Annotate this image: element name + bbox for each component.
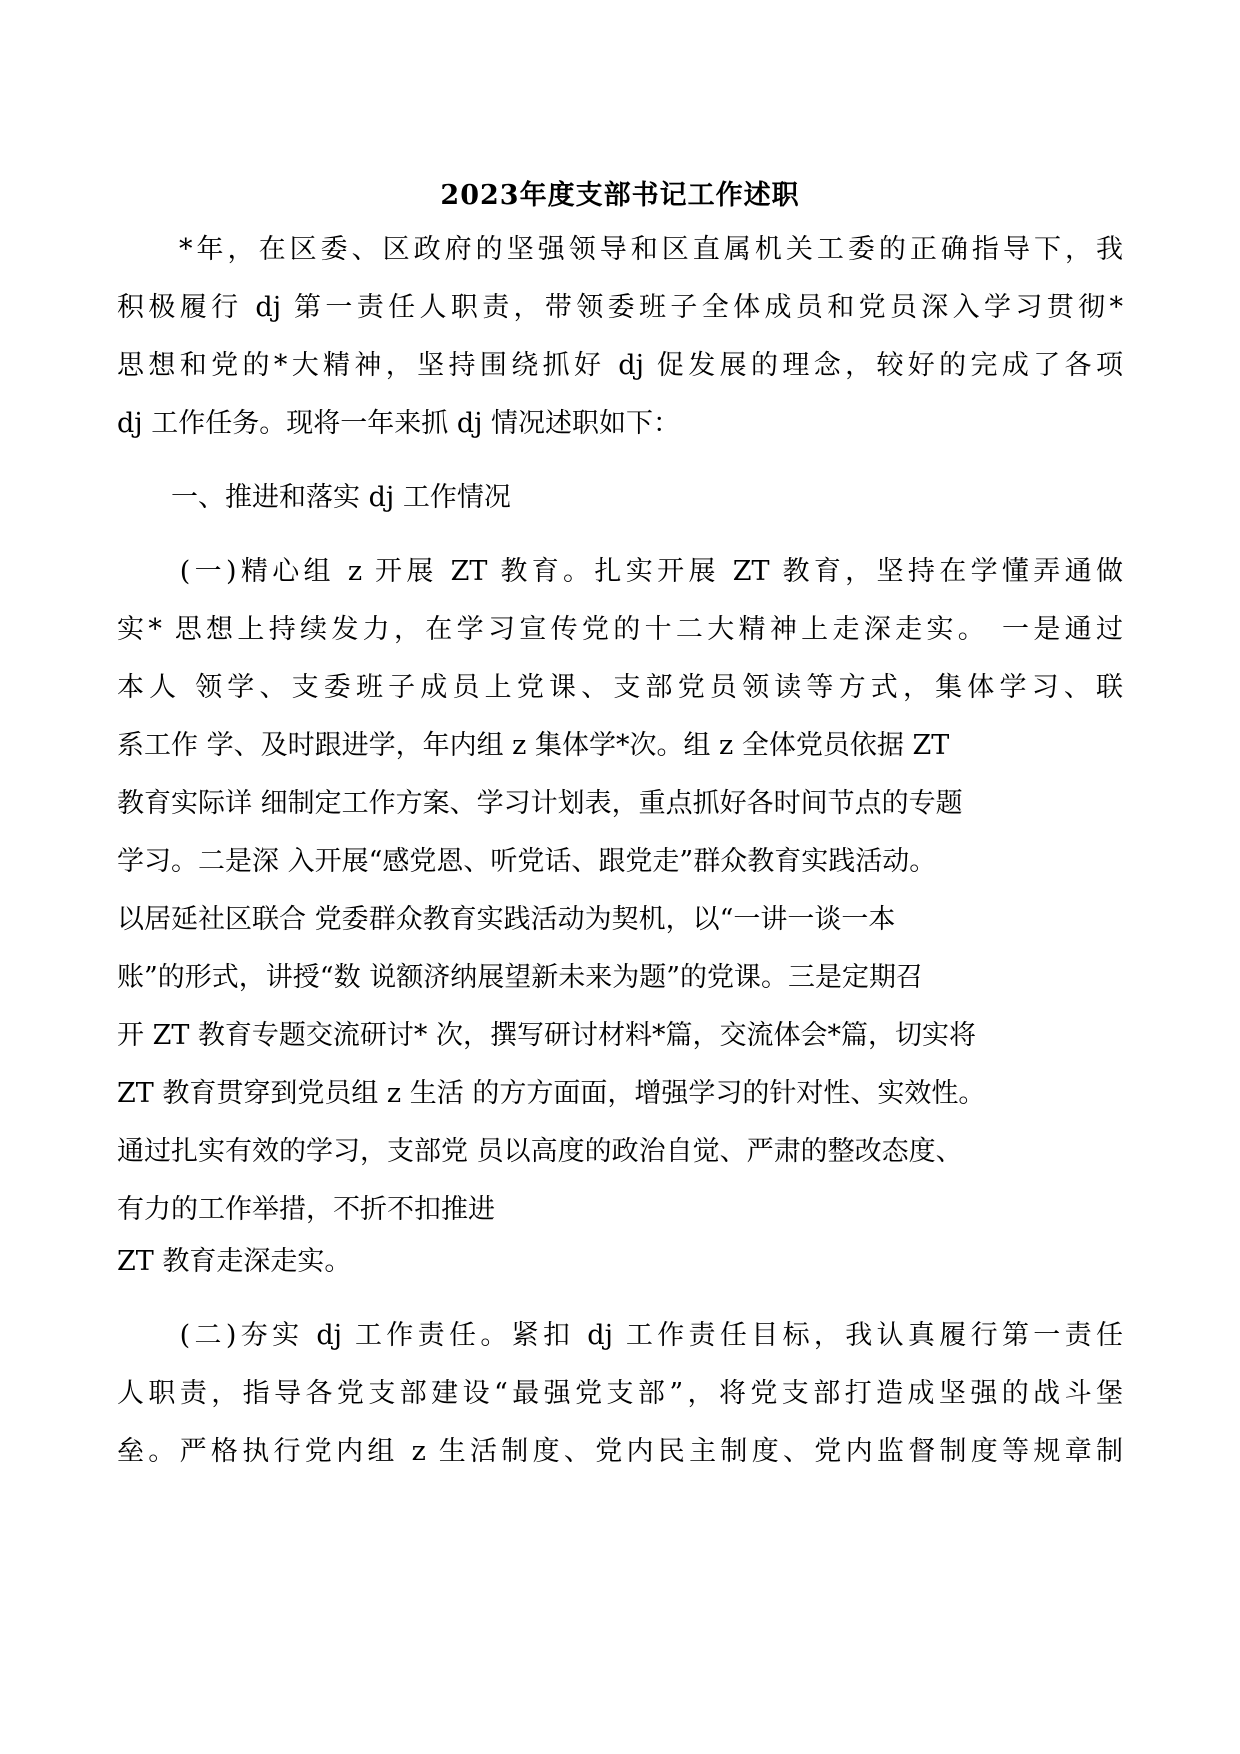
paragraph-line: 本人 领学、支委班子成员上党课、支部党员领读等方式，集体学习、联 [117,672,1123,703]
section-heading: 一、推进和落实 dj 工作情况 [117,482,511,513]
paragraph-line: 学习。二是深 入开展“感党恩、听党话、跟党走”群众教育实践活动。 [117,846,937,877]
paragraph-line: 账”的形式，讲授“数 说额济纳展望新未来为题”的党课。三是定期召 [117,962,923,993]
paragraph-line: ZT 教育走深走实。 [117,1246,352,1277]
paragraph-line: (一)精心组 z 开展 ZT 教育。扎实开展 ZT 教育，坚持在学懂弄通做 [117,556,1123,587]
paragraph-line: 系工作 学、及时跟进学，年内组 z 集体学*次。组 z 全体党员依据 ZT [117,730,950,761]
paragraph-line: 人职责，指导各党支部建设“最强党支部”，将党支部打造成坚强的战斗堡 [117,1378,1123,1409]
paragraph-line: (二)夯实 dj 工作责任。紧扣 dj 工作责任目标，我认真履行第一责任 [117,1320,1123,1351]
document-title: 2023年度支部书记工作述职 [440,180,800,211]
paragraph-line: 实* 思想上持续发力，在学习宣传党的十二大精神上走深走实。 一是通过 [117,614,1123,645]
paragraph-line: 以居延社区联合 党委群众教育实践活动为契机，以“一讲一谈一本 [117,904,896,935]
paragraph-line: 垒。严格执行党内组 z 生活制度、党内民主制度、党内监督制度等规章制 [117,1436,1123,1467]
paragraph-line: 有力的工作举措，不折不扣推进 [117,1194,495,1225]
paragraph-line: ZT 教育贯穿到党员组 z 生活 的方方面面，增强学习的针对性、实效性。 [117,1078,986,1109]
paragraph-line: 思想和党的*大精神，坚持围绕抓好 dj 促发展的理念，较好的完成了各项 [117,350,1123,381]
paragraph-line: 积极履行 dj 第一责任人职责，带领委班子全体成员和党员深入学习贯彻* [117,292,1123,323]
paragraph-line: 开 ZT 教育专题交流研讨* 次，撰写研讨材料*篇，交流体会*篇，切实将 [117,1020,977,1051]
paragraph-line: dj 工作任务。现将一年来抓 dj 情况述职如下： [117,408,681,439]
paragraph-line: 通过扎实有效的学习，支部党 员以高度的政治自觉、严肃的整改态度、 [117,1136,963,1167]
paragraph-line: 教育实际详 细制定工作方案、学习计划表，重点抓好各时间节点的专题 [117,788,963,819]
paragraph-line: *年，在区委、区政府的坚强领导和区直属机关工委的正确指导下，我 [117,234,1123,265]
